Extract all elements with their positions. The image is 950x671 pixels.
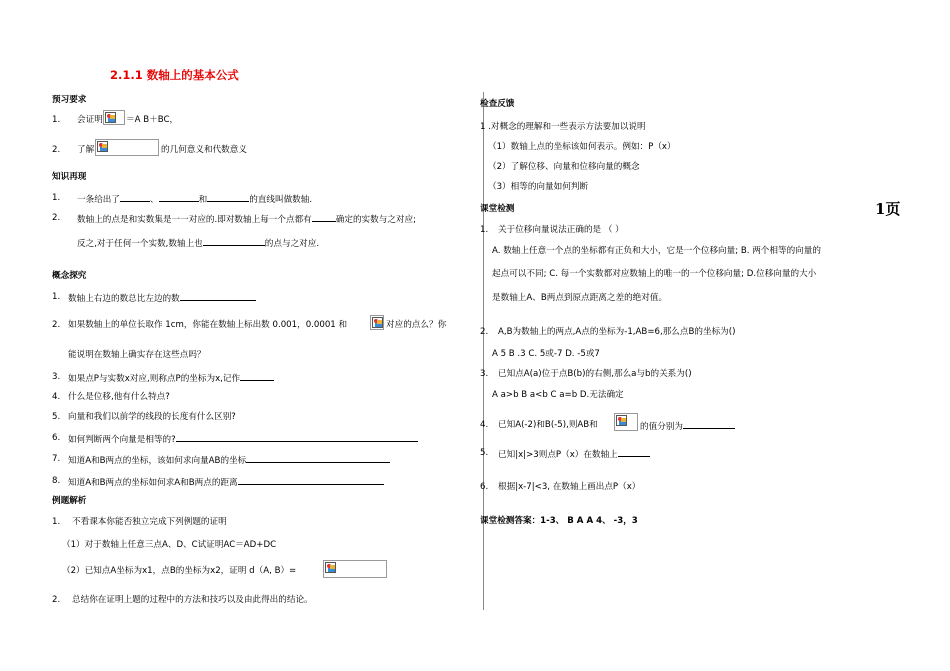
c6-line [68, 433, 418, 446]
q4-line [640, 420, 735, 433]
formula-box [323, 560, 387, 578]
preview-heading: 预习要求 [52, 95, 87, 105]
c5-text: 向量和我们以前学的线段的长度有什么区别? [68, 412, 236, 422]
blank [683, 420, 735, 429]
blank [176, 433, 418, 442]
q6-num: 6. [480, 482, 489, 492]
blank [240, 372, 274, 381]
p1-text-b: ＝A B＋BC， [126, 115, 179, 125]
r3-text-b: 的点与之对应. [264, 239, 320, 249]
c2-text-a: 如果数轴上的单位长取作 1cm，你能在数轴上标出数 0.001，0.0001 和 [68, 320, 348, 330]
formula-box [103, 110, 125, 125]
q1-text: 关于位移向量说法正确的是 （ ） [498, 225, 624, 235]
c5-num: 5. [52, 412, 61, 422]
c7-text: 知道A和B两点的坐标，该如何求向量AB的坐标 [68, 456, 247, 466]
f1-2-text: （2）了解位移、向量和位移向量的概念 [488, 162, 640, 172]
feedback-heading: 检查反馈 [480, 99, 515, 109]
p2-num: 2. [52, 145, 61, 155]
formula-image-icon [372, 317, 383, 328]
e1-1-text: （1）对于数轴上任意三点A、D、C试证明AC＝AD+DC [62, 540, 277, 550]
r2-num: 2. [52, 213, 61, 223]
q5-line [498, 448, 650, 461]
c3-line [68, 372, 274, 385]
r1-text-b: 的直线叫做数轴. [249, 195, 313, 205]
c8-line [68, 476, 384, 489]
c8-text: 知道A和B两点的坐标如何求A和B两点的距离 [68, 478, 238, 488]
p2-text-b: 的几何意义和代数意义 [161, 145, 247, 155]
r1-sep1: 、 [149, 195, 159, 205]
q5-num: 5. [480, 448, 489, 458]
c1-num: 1. [52, 292, 61, 302]
p1-text-a: 会证明 [77, 115, 103, 125]
blank [618, 448, 650, 457]
q5-text: 已知|x|>3则点P（x）在数轴上 [498, 450, 618, 460]
q4-num: 4. [480, 420, 489, 430]
q2-num: 2. [480, 327, 489, 337]
c4-text: 什么是位移,他有什么特点? [68, 392, 170, 402]
column-divider [483, 92, 484, 610]
c8-num: 8. [52, 476, 61, 486]
c7-line [68, 454, 390, 467]
q1-line3: 是数轴上A、B两点到原点距离之差的绝对值。 [492, 293, 668, 303]
f1-1-text: （1）数轴上点的坐标该如何表示。例如：P（x） [488, 142, 676, 152]
answers-text: 课堂检测答案：1-3、 B A A 4、 -3，3 [480, 516, 638, 526]
e2-text: 总结你在证明上题的过程中的方法和技巧以及由此得出的结论。 [72, 595, 313, 605]
e2-num: 2. [52, 595, 61, 605]
c3-num: 3. [52, 372, 61, 382]
q3-num: 3. [480, 369, 489, 379]
q1-line1: A. 数轴上任意一个点的坐标都有正负和大小，它是一个位移向量; B. 两个相等的向量的 [492, 246, 821, 256]
c1-line [68, 292, 256, 305]
e1-2-text: （2）已知点A坐标为x1，点B的坐标为x2，证明 d（A, B）= [62, 566, 297, 576]
page-title: 2.1.1 数轴上的基本公式 [110, 68, 239, 82]
q4-text-b: 的值分别为 [640, 422, 683, 432]
formula-image-icon [616, 415, 627, 426]
q4-text-a: 已知A(-2)和B(-5),则AB和 [498, 420, 598, 430]
blank [312, 213, 336, 222]
recall-heading: 知识再现 [52, 172, 87, 182]
concept-heading: 概念探究 [52, 271, 87, 281]
formula-box [614, 413, 638, 431]
c3-text: 如果点P与实数x对应,则称点P的坐标为x,记作 [68, 374, 241, 384]
p1-num: 1. [52, 115, 61, 125]
formula-image-icon [97, 141, 108, 152]
c4-num: 4. [52, 392, 61, 402]
formula-image-icon [105, 112, 116, 123]
blank [159, 193, 199, 202]
blank [246, 454, 390, 463]
formula-box [370, 315, 384, 330]
e1-text: 不看课本你能否独立完成下列例题的证明 [72, 517, 227, 527]
r3-text-a: 反之,对于任何一个实数,数轴上也 [77, 239, 203, 249]
q1-line2: 起点可以不同; C. 每一个实数都对应数轴上的唯一的一个位移向量; D.位移向量的大小 [492, 269, 817, 279]
e1-num: 1. [52, 517, 61, 527]
blank [238, 476, 384, 485]
f1-3-text: （3）相等的向量如何判断 [488, 182, 588, 192]
c1-text: 数轴上右边的数总比左边的数 [68, 294, 180, 304]
test-heading: 课堂检测 [480, 204, 515, 214]
r1-text-a: 一条给出了 [77, 195, 120, 205]
q6-text: 根据|x-7|<3, 在数轴上画出点P（x） [498, 482, 641, 492]
q3-text: 已知点A(a)位于点B(b)的右侧,那么a与b的关系为() [498, 369, 692, 379]
r2-text-a: 数轴上的点是和实数集是一一对应的.即对数轴上每一个点都有 [77, 215, 312, 225]
q1-num: 1. [480, 225, 489, 235]
f1-text: 1 .对概念的理解和一些表示方法要加以说明 [480, 122, 646, 132]
blank [203, 237, 265, 246]
page-number: 1页 [875, 200, 901, 218]
c2-cont: 能说明在数轴上确实存在这些点吗？ [68, 350, 206, 360]
q2-options: A 5 B .3 C. 5或-7 D. -5或7 [492, 349, 600, 359]
formula-box [95, 139, 159, 156]
q2-text: A,B为数轴上的两点,A点的坐标为-1,AB=6,那么点B的坐标为() [498, 327, 736, 337]
r2-line [77, 213, 416, 226]
formula-image-icon [325, 562, 336, 573]
r1-num: 1. [52, 193, 61, 203]
c7-num: 7. [52, 454, 61, 464]
blank [180, 292, 256, 301]
r1-sep2: 和 [198, 195, 208, 205]
q3-options: A a>b B a<b C a=b D.无法确定 [492, 390, 624, 400]
blank [120, 193, 150, 202]
p2-text-a: 了解 [77, 145, 95, 155]
c2-text-b: 对应的点么？你 [386, 320, 447, 330]
r3-line [77, 237, 319, 250]
r1-line [77, 193, 312, 206]
example-heading: 例题解析 [52, 496, 87, 506]
c6-num: 6. [52, 433, 61, 443]
r2-text-b: 确定的实数与之对应; [335, 215, 417, 225]
blank [207, 193, 249, 202]
c2-num: 2. [52, 320, 61, 330]
c6-text: 如何判断两个向量是相等的? [68, 435, 176, 445]
